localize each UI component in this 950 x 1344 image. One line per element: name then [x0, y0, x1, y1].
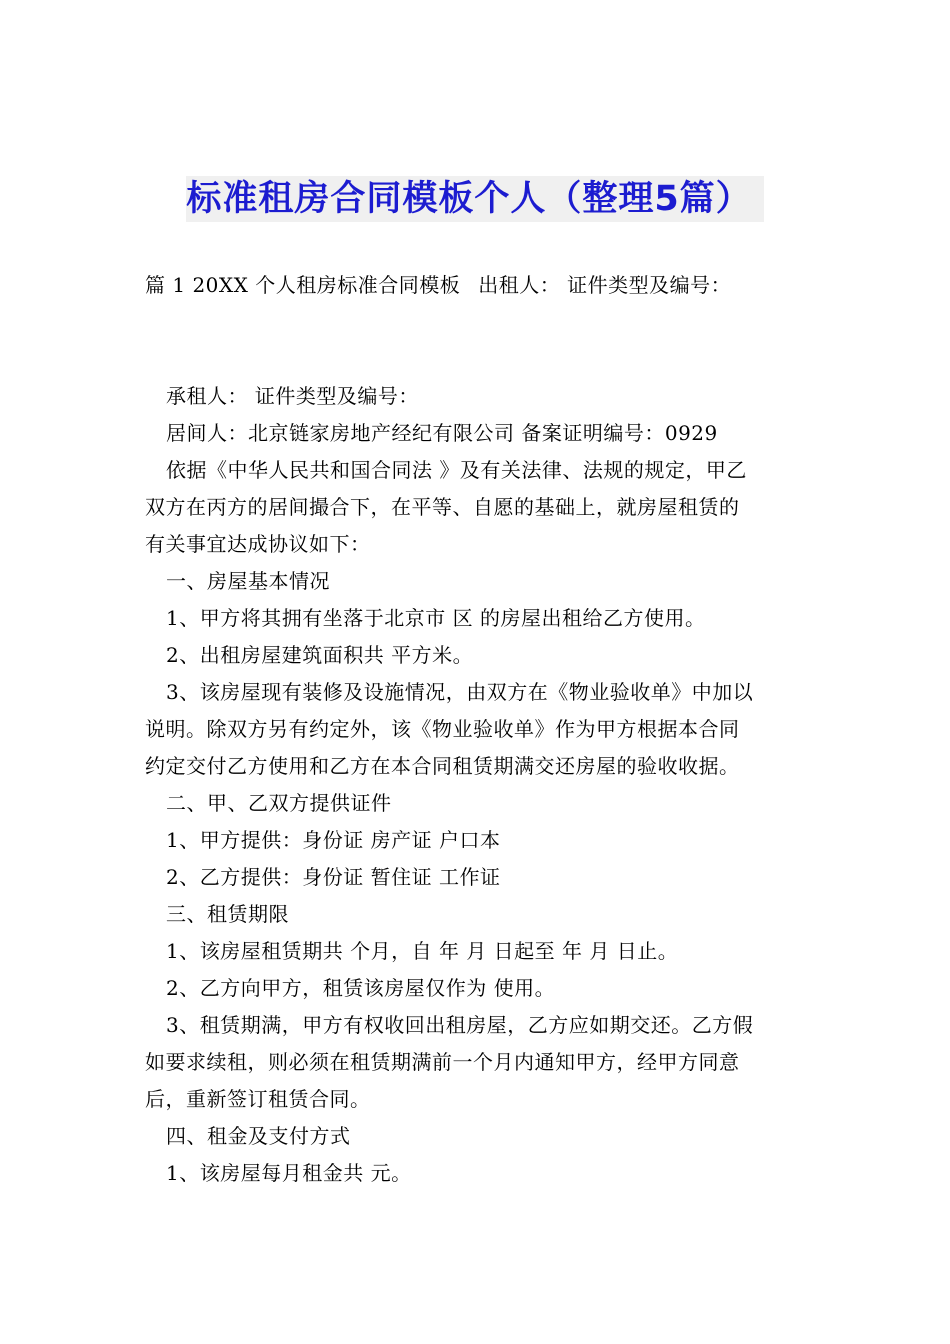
paragraph-line: 居间人：北京链家房地产经纪有限公司 备案证明编号：0929 — [166, 421, 718, 445]
intro-heading: 篇 1 20XX 个人租房标准合同模板 — [145, 273, 461, 297]
paragraph-line: 后，重新签订租赁合同。 — [145, 1087, 371, 1111]
document-title: 标准租房合同模板个人（整理5篇） — [186, 176, 763, 222]
section-heading: 一、房屋基本情况 — [166, 569, 330, 593]
intro-line — [145, 272, 810, 298]
intro-lessor: 出租人： 证件类型及编号： — [478, 273, 732, 297]
paragraph-line: 1、甲方将其拥有坐落于北京市 区 的房屋出租给乙方使用。 — [166, 606, 706, 630]
paragraph-line: 约定交付乙方使用和乙方在本合同租赁期满交还房屋的验收收据。 — [145, 754, 740, 778]
paragraph-line: 1、甲方提供：身份证 房产证 户口本 — [166, 828, 501, 852]
paragraph-line: 1、该房屋每月租金共 元。 — [166, 1161, 412, 1185]
paragraph-line: 3、租赁期满，甲方有权收回出租房屋，乙方应如期交还。乙方假 — [166, 1013, 754, 1037]
title-wrapper — [0, 176, 950, 222]
paragraph-line: 2、乙方向甲方，租赁该房屋仅作为 使用。 — [166, 976, 556, 1000]
paragraph-line: 3、该房屋现有装修及设施情况，由双方在《物业验收单》中加以 — [166, 680, 754, 704]
section-heading: 四、租金及支付方式 — [166, 1124, 351, 1148]
section-heading: 二、甲、乙双方提供证件 — [166, 791, 392, 815]
paragraph-line: 依据《中华人民共和国合同法 》及有关法律、法规的规定，甲乙 — [166, 458, 747, 482]
paragraph-line: 承租人： 证件类型及编号： — [166, 384, 419, 408]
section-heading: 三、租赁期限 — [166, 902, 289, 926]
paragraph-line: 1、该房屋租赁期共 个月，自 年 月 日起至 年 月 日止。 — [166, 939, 679, 963]
paragraph-line: 说明。除双方另有约定外，该《物业验收单》作为甲方根据本合同 — [145, 717, 740, 741]
paragraph-line: 双方在丙方的居间撮合下，在平等、自愿的基础上，就房屋租赁的 — [145, 495, 740, 519]
paragraph-line: 2、乙方提供：身份证 暂住证 工作证 — [166, 865, 501, 889]
paragraph-line: 如要求续租，则必须在租赁期满前一个月内通知甲方，经甲方同意 — [145, 1050, 740, 1074]
paragraph-line: 有关事宜达成协议如下： — [145, 532, 371, 556]
paragraph-line: 2、出租房屋建筑面积共 平方米。 — [166, 643, 474, 667]
